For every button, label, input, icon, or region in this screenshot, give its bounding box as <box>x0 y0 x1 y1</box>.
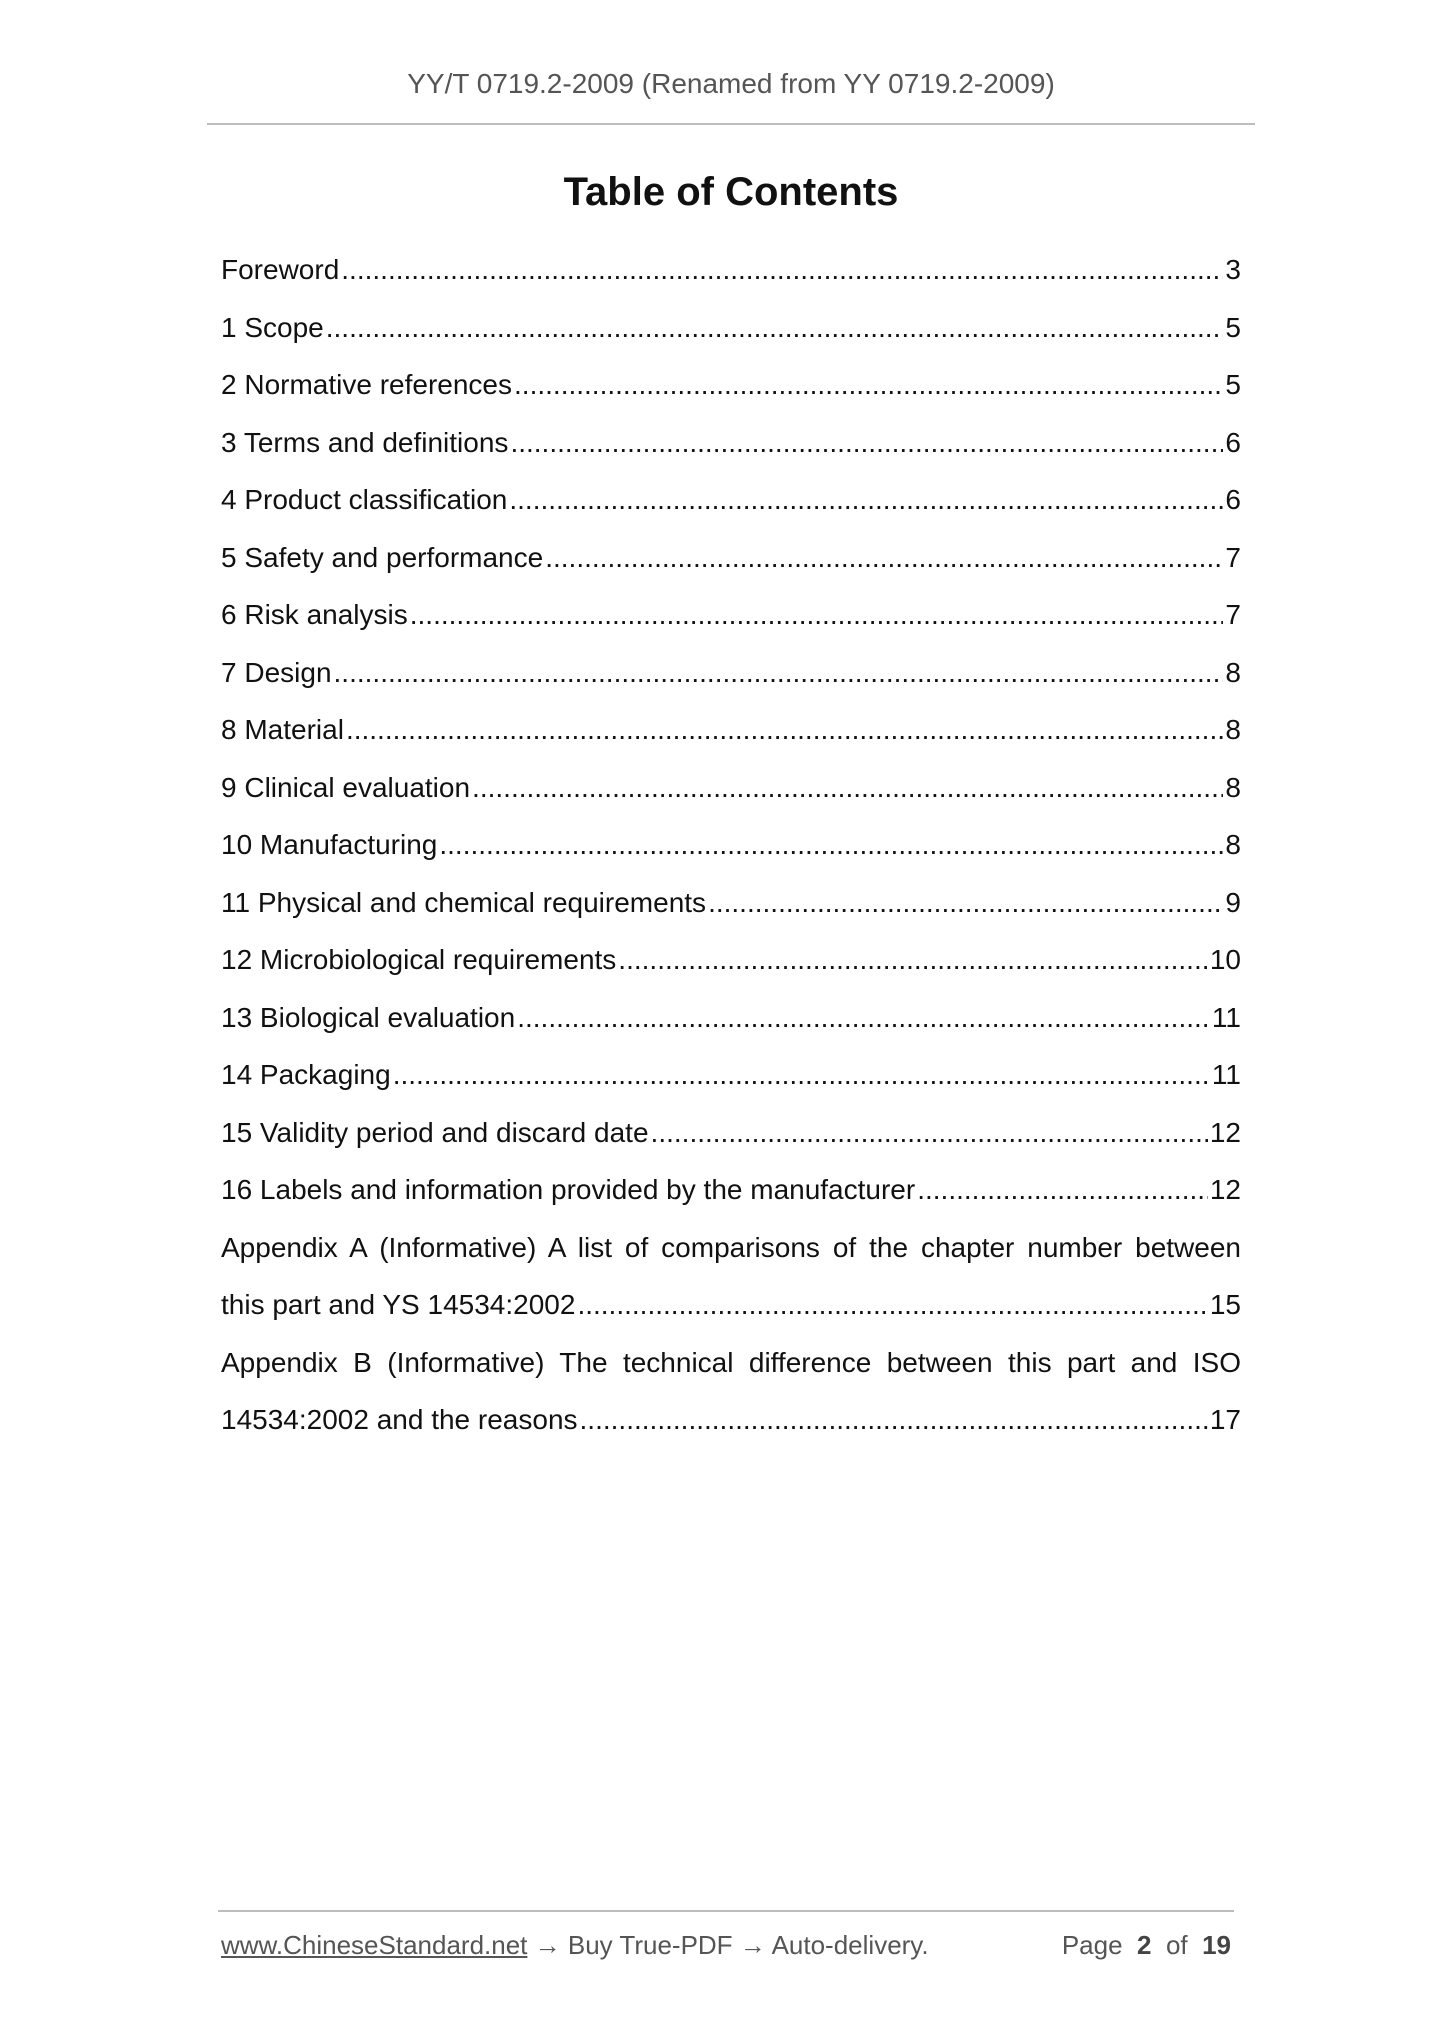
toc-entry-labels-and-information[interactable] <box>221 1161 1241 1219</box>
toc-entry-page: 17 <box>1209 1404 1241 1435</box>
toc-entry-page: 12 <box>1209 1174 1241 1205</box>
toc-entry-text: 8 Material <box>221 714 344 745</box>
dot-leader <box>545 529 1223 587</box>
toc-entry-foreword[interactable] <box>221 241 1241 299</box>
toc-entry-text: 10 Manufacturing <box>221 829 438 860</box>
dot-leader <box>651 1104 1208 1162</box>
toc-entry-clinical-evaluation[interactable] <box>221 759 1241 817</box>
footer-tagline: → Buy True-PDF → Auto-delivery. <box>527 1930 929 1960</box>
page-indicator <box>1062 1930 1231 1961</box>
toc-entry-scope[interactable] <box>221 299 1241 357</box>
footer-promo <box>221 1930 929 1961</box>
dot-leader <box>341 241 1223 299</box>
toc-entry-page: 6 <box>1225 426 1241 458</box>
dot-leader <box>577 1276 1207 1334</box>
toc-entry-page: 5 <box>1225 311 1241 343</box>
dot-leader <box>514 356 1223 414</box>
toc-entry-text: 7 Design <box>221 656 332 688</box>
toc-entry-page: 12 <box>1209 1116 1241 1148</box>
dot-leader <box>439 816 1223 874</box>
dot-leader <box>472 759 1223 817</box>
toc-entry-normative-references[interactable] <box>221 356 1241 414</box>
toc-entry-text-line2: this part and YS 14534:2002 <box>221 1289 576 1320</box>
toc-entry-packaging[interactable] <box>221 1046 1241 1104</box>
toc-entry-page: 3 <box>1225 254 1241 285</box>
toc-entry-text: 9 Clinical evaluation <box>221 771 471 803</box>
toc-entry-text-line1: Appendix A (Informative) A list of comparisons of the chapter number between <box>221 1231 1241 1263</box>
toc-entry-page: 8 <box>1225 771 1241 803</box>
toc-entry-text: 6 Risk analysis <box>221 599 408 630</box>
website-link[interactable]: www.ChineseStandard.net <box>221 1930 528 1960</box>
toc-entry-appendix-a[interactable] <box>221 1219 1241 1334</box>
toc-entry-text: 15 Validity period and discard date <box>221 1116 649 1148</box>
toc-entry-page: 9 <box>1225 886 1241 918</box>
page-title: Table of Contents <box>563 170 899 214</box>
toc-entry-text: 5 Safety and performance <box>221 541 544 573</box>
toc-entry-page: 8 <box>1225 829 1241 860</box>
total-page-count: 19 <box>1202 1930 1231 1960</box>
footer-divider <box>218 1910 1234 1912</box>
toc-entry-manufacturing[interactable] <box>221 816 1241 874</box>
dot-leader <box>334 644 1224 702</box>
toc-entry-page: 10 <box>1209 944 1241 975</box>
document-header: YY/T 0719.2-2009 (Renamed from YY 0719.2-2009) <box>407 68 1055 99</box>
toc-entry-text: Foreword <box>221 254 340 285</box>
dot-leader <box>917 1161 1208 1219</box>
toc-entry-terms-and-definitions[interactable] <box>221 414 1241 472</box>
toc-entry-product-classification[interactable] <box>221 471 1241 529</box>
toc-entry-page: 5 <box>1225 369 1241 400</box>
toc-entry-page: 7 <box>1225 599 1241 630</box>
toc-entry-text: 13 Biological evaluation <box>221 1001 516 1033</box>
toc-entry-page: 6 <box>1225 484 1241 515</box>
dot-leader <box>393 1046 1210 1104</box>
dot-leader <box>326 299 1224 357</box>
dot-leader <box>517 989 1210 1047</box>
dot-leader <box>580 1391 1208 1449</box>
dot-leader <box>510 414 1223 472</box>
dot-leader <box>346 701 1223 759</box>
toc-entry-page: 15 <box>1209 1289 1241 1320</box>
toc-entry-material[interactable] <box>221 701 1241 759</box>
dot-leader <box>708 874 1223 932</box>
dot-leader <box>618 931 1208 989</box>
toc-entry-text: 16 Labels and information provided by the manufacturer <box>221 1174 916 1205</box>
toc-entry-validity-period-and-discard-date[interactable] <box>221 1104 1241 1162</box>
page-label: Page <box>1061 1930 1123 1960</box>
toc-entry-text: 14 Packaging <box>221 1059 391 1090</box>
toc-entry-biological-evaluation[interactable] <box>221 989 1241 1047</box>
toc-entry-text: 4 Product classification <box>221 484 508 515</box>
toc-entry-risk-analysis[interactable] <box>221 586 1241 644</box>
toc-entry-page: 8 <box>1225 714 1241 745</box>
toc-entry-page: 11 <box>1211 1001 1241 1033</box>
toc-entry-text: 11 Physical and chemical requirements <box>221 886 707 918</box>
toc-entry-safety-and-performance[interactable] <box>221 529 1241 587</box>
toc-entry-text: 3 Terms and definitions <box>221 426 509 458</box>
current-page-number: 2 <box>1137 1930 1152 1960</box>
toc-entry-text: 12 Microbiological requirements <box>221 944 617 975</box>
toc-entry-text: 2 Normative references <box>221 369 513 400</box>
toc-entry-physical-and-chemical-requirements[interactable] <box>221 874 1241 932</box>
table-of-contents <box>221 241 1241 1449</box>
page-footer <box>221 1930 1231 1961</box>
header-divider <box>207 123 1255 125</box>
toc-entry-page: 8 <box>1225 656 1241 688</box>
toc-entry-page: 11 <box>1211 1059 1241 1090</box>
toc-entry-page: 7 <box>1225 541 1241 573</box>
toc-entry-text-line2: 14534:2002 and the reasons <box>221 1404 578 1435</box>
toc-entry-microbiological-requirements[interactable] <box>221 931 1241 989</box>
page-of-label: of <box>1165 1930 1188 1960</box>
toc-entry-text: 1 Scope <box>221 311 324 343</box>
dot-leader <box>410 586 1224 644</box>
toc-entry-text-line1: Appendix B (Informative) The technical difference between this part and ISO <box>221 1346 1241 1378</box>
toc-entry-appendix-b[interactable] <box>221 1334 1241 1449</box>
dot-leader <box>509 471 1223 529</box>
toc-entry-design[interactable] <box>221 644 1241 702</box>
